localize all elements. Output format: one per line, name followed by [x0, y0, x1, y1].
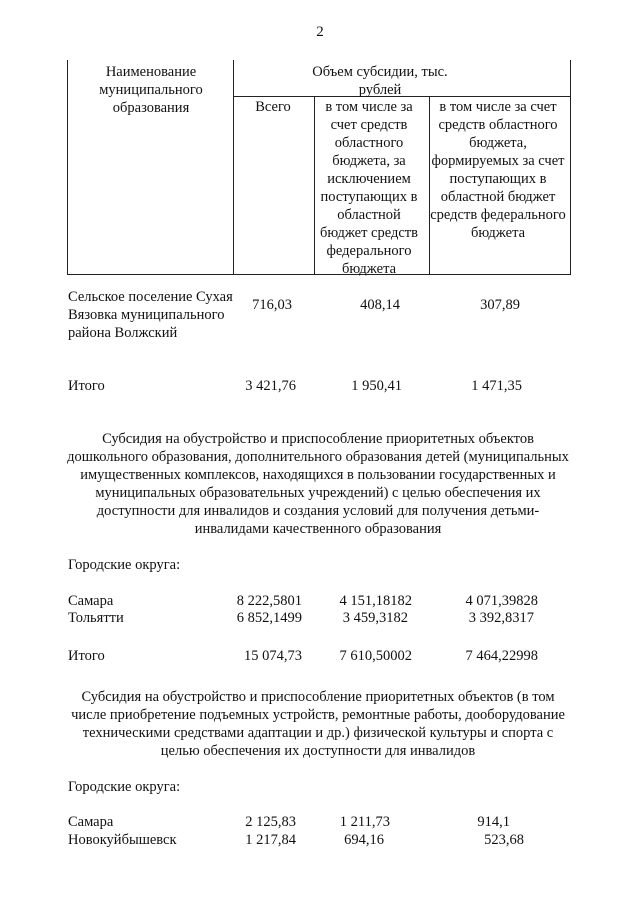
table-row-federal: 3 392,8317 — [468, 610, 534, 626]
table-row-name: Сельское поселение Сухая Вязовка муниципального района Волжский — [68, 289, 233, 341]
table-row-name: Самара — [68, 814, 114, 830]
table-row-federal: 307,89 — [480, 297, 520, 313]
section2-title: Субсидия на обустройство и приспособление приоритетных объектов дошкольного образования, дополнительного образования детей (муниципальных имущественных комплексов, находящихся в пользовании государственных и муниципальных образовательных учреждений) с целью обеспечения их доступности для инвалидов и создания условий для получения детьми-инвалидами качественного образования — [67, 431, 569, 537]
itogo-total: 15 074,73 — [244, 648, 302, 664]
table-row-total: 8 222,5801 — [236, 593, 302, 609]
header-total: Всего — [255, 99, 291, 115]
table-row-name: Тольятти — [68, 610, 124, 626]
section3-title: Субсидия на обустройство и приспособление приоритетных объектов (в том числе приобретение подъемных устройств, ремонтные работы, дооборудование техническими средствами адаптации и др.) физической культуры и спорта с целью обеспечения их доступности для инвалидов — [71, 689, 565, 759]
table-row-regional: 3 459,3182 — [342, 610, 408, 626]
table-row-total: 6 852,1499 — [236, 610, 302, 626]
table-row-regional: 694,16 — [344, 832, 384, 848]
table-row-federal: 914,1 — [477, 814, 510, 830]
table-row-federal: 523,68 — [484, 832, 524, 848]
table-row-regional: 1 211,73 — [339, 814, 390, 830]
table-row-total: 2 125,83 — [245, 814, 296, 830]
table-row-name: Самара — [68, 593, 114, 609]
table-row-regional: 408,14 — [360, 297, 400, 313]
header-excl-federal: в том числе за счет средств областного бюджета, за исключением поступающих в областной бюджет средств федерального бюджета — [319, 99, 418, 277]
header-volume: Объем субсидии, тыс. рублей — [312, 64, 448, 98]
itogo-label: Итого — [68, 648, 105, 664]
page-number: 2 — [316, 24, 324, 40]
table-row-federal: 4 071,39828 — [465, 593, 538, 609]
itogo-federal: 7 464,22998 — [465, 648, 538, 664]
section2-group: Городские округа: — [68, 557, 181, 573]
itogo-regional: 7 610,50002 — [339, 648, 412, 664]
itogo-total: 3 421,76 — [245, 378, 296, 394]
table-row-total: 716,03 — [252, 297, 292, 313]
table-row-regional: 4 151,18182 — [339, 593, 412, 609]
itogo-federal: 1 471,35 — [471, 378, 522, 394]
itogo-label: Итого — [68, 378, 105, 394]
table-row-name: Новокуйбышевск — [68, 832, 177, 848]
itogo-regional: 1 950,41 — [351, 378, 402, 394]
section3-group: Городские округа: — [68, 779, 181, 795]
header-name-col: Наименование муниципального образования — [99, 64, 203, 116]
header-incl-federal: в том числе за счет средств областного бюджета, формируемых за счет поступающих в областной бюджет средств федерального бюджета — [430, 99, 566, 241]
table-row-total: 1 217,84 — [245, 832, 296, 848]
